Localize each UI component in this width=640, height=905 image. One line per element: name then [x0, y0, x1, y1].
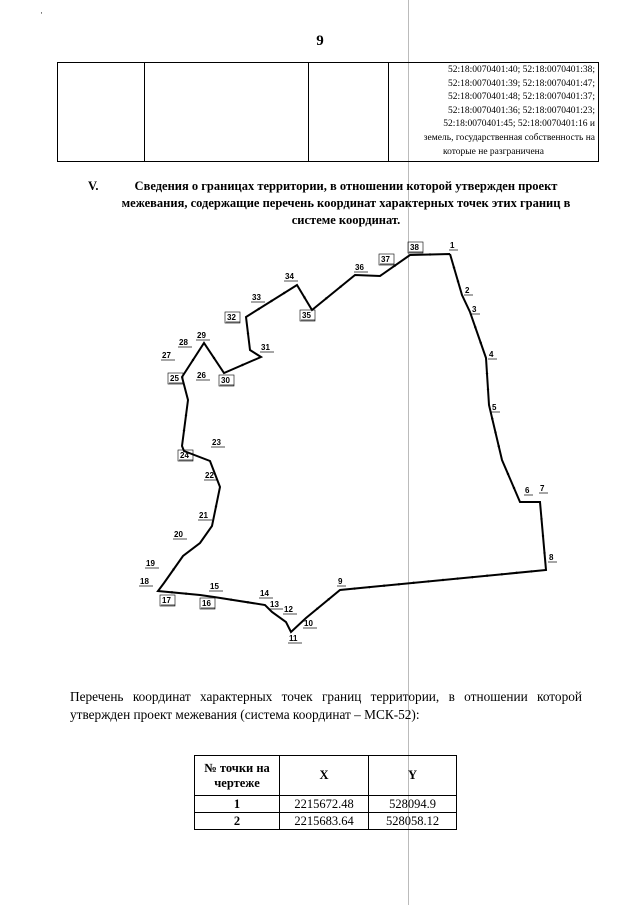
boundary-tick — [486, 372, 488, 374]
boundary-ticks — [171, 253, 546, 610]
point-label: 3 — [472, 305, 477, 314]
boundary-tick — [457, 577, 459, 579]
point-label: 10 — [304, 619, 313, 628]
point-label: 5 — [492, 403, 497, 412]
boundary-tick — [429, 253, 431, 255]
cadastral-line: 52:18:0070401:40; 52:18:0070401:38; — [448, 65, 595, 75]
point-label: 32 — [227, 313, 236, 322]
point-label: 6 — [525, 486, 530, 495]
boundary-tick — [172, 568, 174, 570]
cell-y: 528094.9 — [369, 796, 457, 813]
point-label: 31 — [261, 343, 270, 352]
cadastral-line: 52:18:0070401:45; 52:18:0070401:16 и — [443, 119, 595, 130]
page-number: 9 — [316, 33, 324, 49]
cell-x: 2215683.64 — [280, 813, 369, 830]
cell-x: 2215672.48 — [280, 796, 369, 813]
boundary-tick — [515, 572, 517, 574]
header-point-number: № точки на чертеже — [195, 756, 280, 796]
boundary-tick — [339, 285, 341, 287]
boundary-tick — [303, 296, 305, 298]
point-label: 22 — [205, 471, 214, 480]
cell-point: 2 — [195, 813, 280, 830]
point-label: 26 — [197, 371, 206, 380]
boundary-tick — [427, 580, 429, 582]
boundary-tick — [498, 445, 500, 447]
boundary-tick — [442, 579, 444, 581]
point-label: 35 — [302, 311, 311, 320]
point-label: 1 — [450, 241, 455, 250]
boundary-tick — [479, 341, 481, 343]
point-label: 12 — [284, 605, 293, 614]
point-label: 25 — [170, 374, 179, 383]
cadastral-line: земель, государственная собственность на — [423, 132, 595, 143]
boundary-tick — [247, 332, 249, 334]
boundary-tick — [501, 573, 503, 575]
point-label: 27 — [162, 351, 171, 360]
boundary-tick — [368, 586, 370, 588]
point-label: 24 — [180, 451, 189, 460]
point-label: 9 — [338, 577, 343, 586]
point-label: 38 — [410, 243, 419, 252]
point-label: 11 — [289, 634, 298, 643]
table-row — [195, 796, 457, 813]
boundary-tick — [213, 357, 215, 359]
point-label: 29 — [197, 331, 206, 340]
point-label: 16 — [202, 599, 211, 608]
point-label: 33 — [252, 293, 261, 302]
cadastral-line: 52:18:0070401:36; 52:18:0070401:23; — [448, 105, 595, 116]
point-label: 30 — [221, 376, 230, 385]
boundary-tick — [247, 601, 249, 603]
boundary-tick — [487, 388, 489, 390]
point-label: 18 — [140, 577, 149, 586]
point-label: 19 — [146, 559, 155, 568]
point-label: 7 — [540, 484, 545, 493]
section-number: V. — [88, 179, 99, 193]
boundary-tick — [491, 418, 493, 420]
section-title: Сведения о границах территории, в отношении которой утвержден проект межевания, содержащие перечень координат характерных точек этих границ в системе координат. — [121, 179, 571, 227]
boundary-tick — [283, 292, 285, 294]
boundary-tick — [453, 266, 455, 268]
point-label: 37 — [381, 255, 390, 264]
point-label: 28 — [179, 338, 188, 347]
point-label: 8 — [549, 553, 554, 562]
boundary-tick — [542, 535, 544, 537]
cell-point: 1 — [195, 796, 280, 813]
boundary-tick — [530, 570, 532, 572]
boundary-tick — [183, 429, 185, 431]
point-label: 21 — [199, 511, 208, 520]
boundary-tick — [471, 576, 473, 578]
boundary-tick — [354, 587, 356, 589]
boundary-tick — [486, 575, 488, 577]
header-y: Y — [369, 756, 457, 796]
point-labels — [139, 241, 557, 643]
boundary-tick — [412, 582, 414, 584]
cell-y: 528058.12 — [369, 813, 457, 830]
boundary-tick — [540, 518, 542, 520]
boundary-tick — [543, 552, 545, 554]
boundary-tick — [270, 300, 272, 302]
point-label: 34 — [285, 272, 294, 281]
table-row — [195, 813, 457, 830]
boundary-tick — [327, 598, 329, 600]
boundary-tick — [185, 414, 187, 416]
boundary-tick — [230, 598, 232, 600]
boundary-tick — [494, 431, 496, 433]
coordinates-intro: Перечень координат характерных точек границ территории, в отношении которой утвержден проект межевания (система координат – МСК-52): — [70, 689, 582, 722]
coordinates-table — [194, 755, 457, 830]
boundary-tick — [457, 280, 459, 282]
point-label: 23 — [212, 438, 221, 447]
cadastral-line: 52:18:0070401:39; 52:18:0070401:47; — [448, 78, 595, 89]
point-label: 2 — [465, 286, 470, 295]
point-label: 13 — [270, 600, 279, 609]
point-label: 4 — [489, 350, 494, 359]
boundary-tick — [383, 585, 385, 587]
point-label: 17 — [162, 596, 171, 605]
boundary-tick — [258, 308, 260, 310]
boundary-tick — [185, 592, 187, 594]
corner-mark: · — [40, 8, 43, 18]
boundary-tick — [474, 326, 476, 328]
boundary-tick — [398, 583, 400, 585]
boundary-tick — [241, 364, 243, 366]
header-x: X — [280, 756, 369, 796]
boundary-tick — [192, 359, 194, 361]
boundary-tick — [507, 473, 509, 475]
point-label: 15 — [210, 582, 219, 591]
boundary-tick — [325, 297, 327, 299]
boundary-tick — [215, 505, 217, 507]
boundary-tick — [316, 607, 318, 609]
boundary-tick — [513, 487, 515, 489]
cadastral-line: 52:18:0070401:48; 52:18:0070401:37; — [448, 92, 595, 103]
point-label: 20 — [174, 530, 183, 539]
cadastral-line: которые не разграничена — [443, 146, 544, 157]
point-label: 14 — [260, 589, 269, 598]
boundary-tick — [171, 591, 173, 593]
point-label: 36 — [355, 263, 364, 272]
